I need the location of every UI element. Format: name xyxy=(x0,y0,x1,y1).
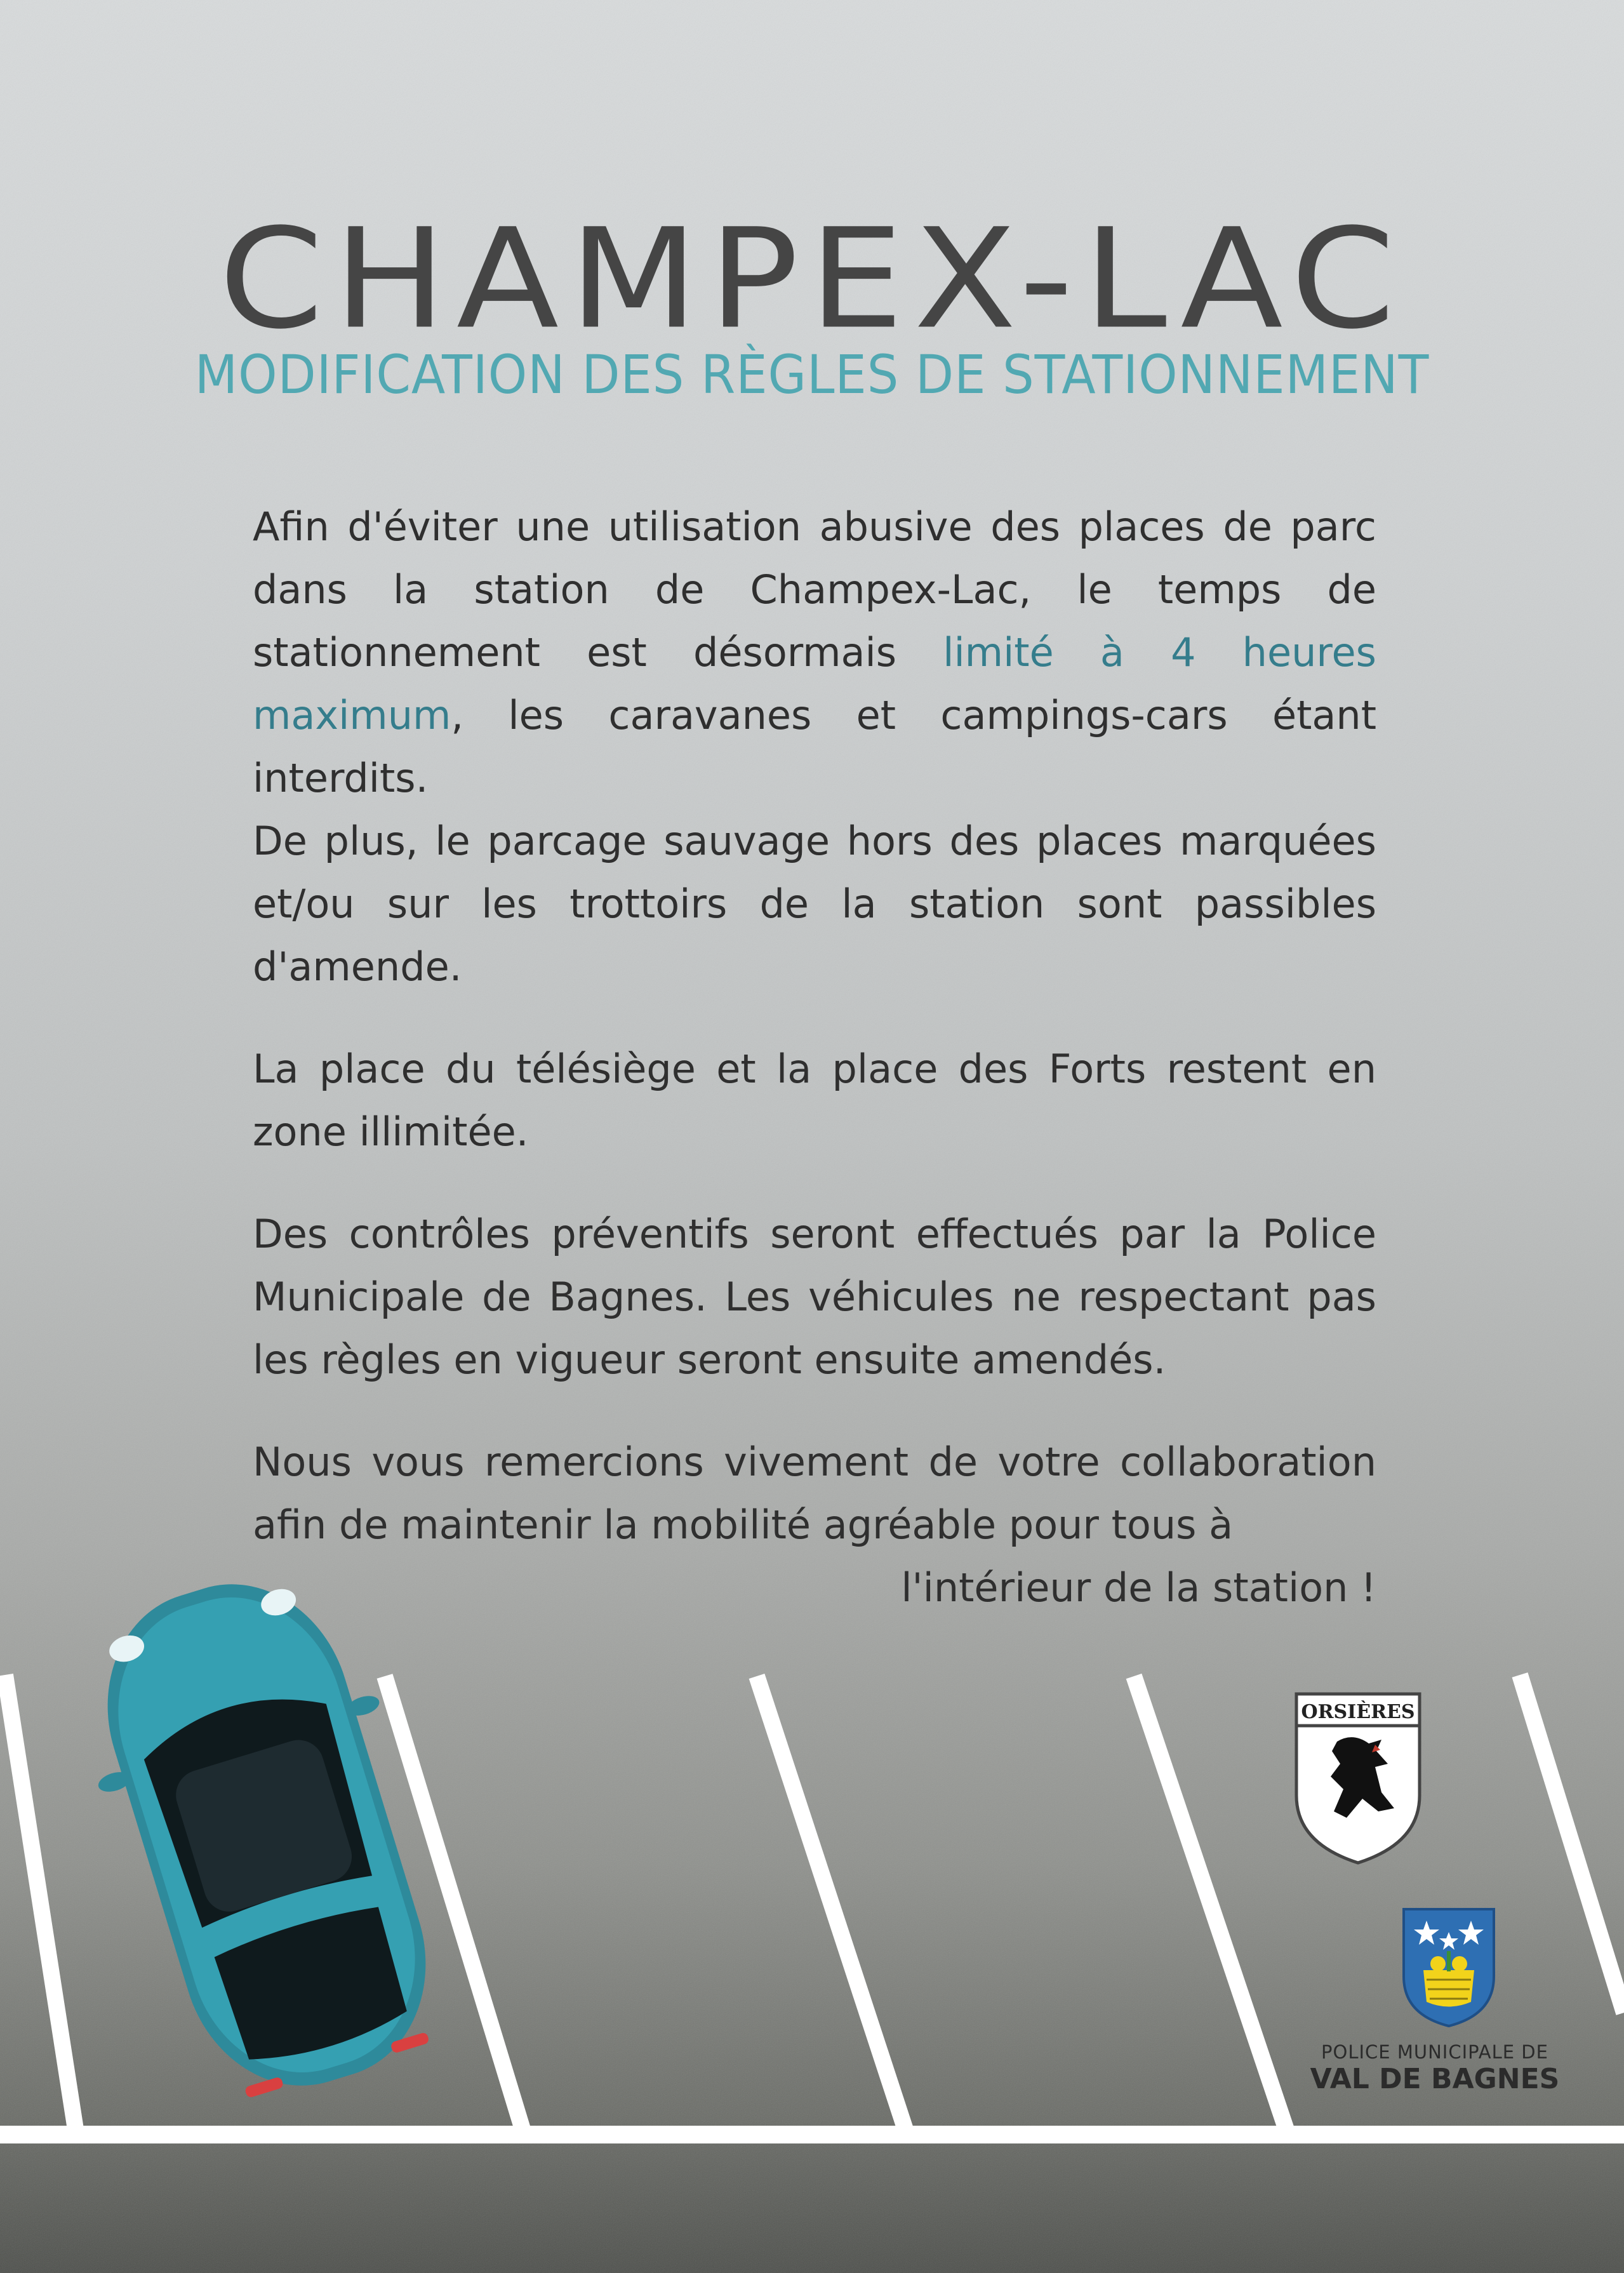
police-label-line1: POLICE MUNICIPALE DE xyxy=(1321,2041,1548,2063)
parking-line xyxy=(1134,1676,1288,2133)
parking-line xyxy=(757,1676,907,2133)
paragraph-text: , les caravanes et campings-cars étant interdits. xyxy=(253,692,1376,801)
parking-baseline xyxy=(0,2126,1624,2143)
paragraph-wild-parking: De plus, le parcage sauvage hors des places marquées et/ou sur les trottoirs de la station sont passibles d'amende. xyxy=(253,818,1376,990)
orsieres-label: ORSIÈRES xyxy=(1301,1701,1415,1723)
paragraph-text: Nous vous remercions vivement de votre collaboration afin de maintenir la mobilité agréable pour tous à xyxy=(253,1439,1376,1548)
police-label-line2: VAL DE BAGNES xyxy=(1310,2063,1560,2095)
orsieres-bear-crest-icon xyxy=(1293,1681,1423,1865)
police-label xyxy=(1295,2041,1574,2095)
val-de-bagnes-crest-icon xyxy=(1401,1907,1496,2027)
teal-car-top-view-icon xyxy=(52,1549,481,2121)
paragraph-controls: Des contrôles préventifs seront effectués par la Police Municipale de Bagnes. Les véhicules ne respectant pas les règles en vigueur seront ensuite amendés. xyxy=(253,1211,1376,1383)
parking-line xyxy=(1520,1675,1624,2013)
paragraph-unlimited-zone: La place du télésiège et la place des Forts restent en zone illimitée. xyxy=(253,1046,1376,1155)
page-title: CHAMPEX-LAC xyxy=(218,199,1406,360)
paragraph-text: Afin d'éviter une utilisation abusive des places de parc dans la station de Champex-Lac, le temps de stationnement est désormais xyxy=(253,503,1376,676)
parking-line xyxy=(5,1675,76,2133)
time-limit-highlight: limité à 4 heures maximum xyxy=(253,629,1376,738)
page-subtitle: MODIFICATION DES RÈGLES DE STATIONNEMENT xyxy=(194,343,1430,406)
paragraph-text-end: l'intérieur de la station ! xyxy=(901,1564,1376,1611)
